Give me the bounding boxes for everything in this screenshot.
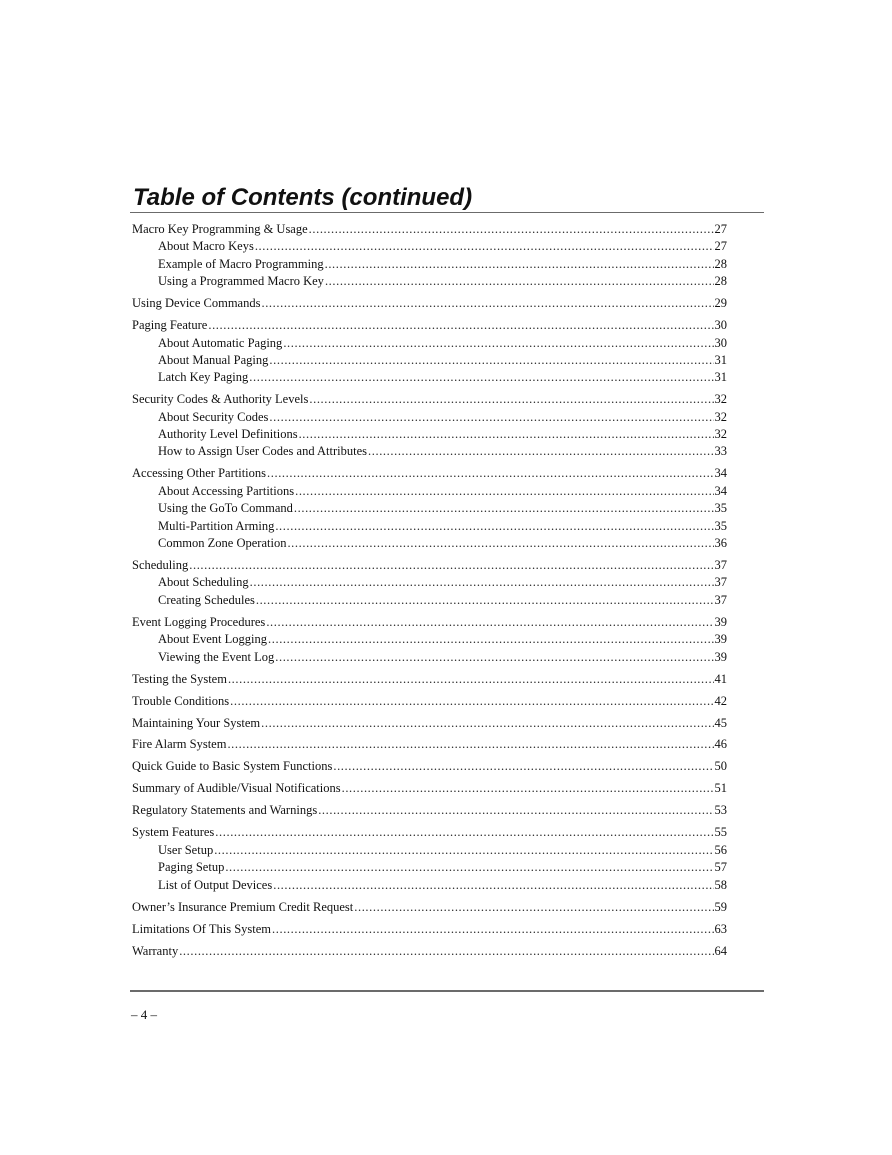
dot-leader [215,824,713,841]
dot-leader [189,557,713,574]
toc-subentry [132,500,727,517]
dot-leader [228,671,714,688]
toc-subentry [132,518,727,535]
page-title: Table of Contents (continued) [133,184,473,211]
toc-entry-label: Common Zone Operation [158,536,287,551]
toc-entry-label: Using the GoTo Command [158,501,293,516]
toc-entry-page: 51 [714,781,727,796]
toc-entry-page: 36 [714,536,727,551]
toc-entry-label: Viewing the Event Log [158,649,275,664]
toc-entry-label: Paging Feature [132,318,208,333]
toc-entry-label: Paging Setup [158,860,225,875]
dot-leader [275,649,713,666]
toc-entry-label: Latch Key Paging [158,370,249,385]
dot-leader [333,758,713,775]
dot-leader [269,409,713,426]
toc-entry-page: 28 [714,256,727,271]
toc-entry-label: Owner’s Insurance Premium Credit Request [132,899,354,914]
toc-entry-label: Maintaining Your System [132,715,261,730]
title-rule [130,212,764,213]
dot-leader [318,802,713,819]
dot-leader [275,518,713,535]
toc-entry-label: Trouble Conditions [132,693,230,708]
toc-entry-page: 35 [714,518,727,533]
toc-entry-page: 53 [714,803,727,818]
toc-entry-label: About Scheduling [158,575,249,590]
toc-subentry [132,842,727,859]
toc-entry [132,391,727,408]
toc-entry-page: 50 [714,759,727,774]
toc-entry [132,557,727,574]
toc-subentry [132,574,727,591]
toc-subentry [132,369,727,386]
toc-entry-page: 27 [714,222,727,236]
toc-entry-label: Event Logging Procedures [132,614,266,629]
toc-entry-page: 37 [714,575,727,590]
toc-entry-label: About Accessing Partitions [158,483,295,498]
toc-entry-label: Warranty [132,943,179,958]
page-number: – 4 – [131,1007,157,1022]
dot-leader [266,614,713,631]
toc-entry [132,465,727,482]
toc-subentry [132,535,727,552]
dot-leader [287,535,713,552]
toc-entry-page: 39 [714,614,727,629]
toc-entry-page: 42 [714,693,727,708]
toc-entry-label: Security Codes & Authority Levels [132,392,309,407]
dot-leader [250,574,714,591]
toc-subentry [132,649,727,666]
toc-entry-label: About Macro Keys [158,239,254,254]
dot-leader [256,592,714,609]
toc-entry [132,693,727,710]
toc-entry-label: List of Output Devices [158,877,273,892]
dot-leader [325,256,714,273]
toc-subentry [132,483,727,500]
toc-entry [132,921,727,938]
toc-subentry [132,273,727,290]
dot-leader [309,391,713,408]
toc-entry-page: 31 [714,370,727,385]
toc-entry [132,824,727,841]
toc-entry-page: 55 [714,825,727,840]
toc-entry-page: 59 [714,899,727,914]
toc-entry-label: Testing the System [132,671,227,686]
dot-leader [354,899,713,916]
dot-leader [299,426,714,443]
toc-entry-page: 29 [714,296,727,311]
toc-entry [132,943,727,960]
toc-entry-page: 63 [714,921,727,936]
toc-entry [132,317,727,334]
toc-entry-page: 56 [714,842,727,857]
toc-subentry [132,592,727,609]
toc-subentry [132,877,727,894]
dot-leader [272,921,713,938]
toc-entry-label: Limitations Of This System [132,921,272,936]
toc-entry-page: 35 [714,501,727,516]
toc-list [132,221,727,960]
footer-rule [130,990,764,992]
toc-entry-label: Authority Level Definitions [158,427,298,442]
toc-entry-page: 37 [714,592,727,607]
toc-entry-page: 37 [714,558,727,572]
dot-leader [255,238,714,255]
toc-entry-page: 30 [714,318,727,333]
dot-leader [227,736,713,753]
toc-entry-label: Regulatory Statements and Warnings [132,803,318,818]
dot-leader [295,483,713,500]
toc-subentry [132,631,727,648]
toc-entry [132,715,727,732]
toc-entry-page: 46 [714,737,727,752]
toc-entry-label: Using Device Commands [132,296,261,311]
toc-entry-label: Scheduling [132,558,189,572]
dot-leader [225,859,713,876]
toc-subentry [132,335,727,352]
dot-leader [309,221,714,238]
toc-entry [132,780,727,797]
toc-entry-label: Using a Programmed Macro Key [158,274,324,289]
toc-entry-label: Accessing Other Partitions [132,466,267,481]
toc-entry [132,802,727,819]
dot-leader [294,500,714,517]
toc-subentry [132,859,727,876]
toc-entry-label: Example of Macro Programming [158,256,324,271]
toc-entry-label: Quick Guide to Basic System Functions [132,759,333,774]
dot-leader [249,369,713,386]
toc-entry [132,295,727,312]
toc-entry-page: 32 [714,427,727,442]
toc-entry [132,614,727,631]
toc-entry-label: About Security Codes [158,409,269,424]
toc-entry [132,899,727,916]
toc-entry [132,758,727,775]
dot-leader [179,943,713,960]
toc-entry-label: Macro Key Programming & Usage [132,222,308,236]
dot-leader [342,780,714,797]
toc-entry-page: 64 [714,943,727,958]
dot-leader [325,273,714,290]
toc-entry-page: 57 [714,860,727,875]
toc-entry-page: 31 [714,352,727,367]
dot-leader [368,443,713,460]
toc-entry-page: 30 [714,335,727,350]
toc-entry-label: Creating Schedules [158,592,255,607]
toc-subentry [132,409,727,426]
toc-entry-label: Multi-Partition Arming [158,518,275,533]
toc-entry-page: 32 [714,409,727,424]
toc-entry-label: Summary of Audible/Visual Notifications [132,781,341,796]
toc-entry-page: 34 [714,466,727,481]
dot-leader [267,465,713,482]
dot-leader [214,842,713,859]
dot-leader [261,715,713,732]
toc-entry-page: 27 [714,239,727,254]
toc-subentry [132,443,727,460]
toc-subentry [132,238,727,255]
toc-entry-page: 41 [714,671,727,686]
dot-leader [268,631,713,648]
toc-entry-label: About Automatic Paging [158,335,283,350]
toc-entry-page: 39 [714,632,727,647]
toc-entry [132,736,727,753]
toc-entry-label: Fire Alarm System [132,737,227,752]
toc-entry-page: 45 [714,715,727,730]
toc-entry-page: 39 [714,649,727,664]
dot-leader [273,877,713,894]
toc-subentry [132,256,727,273]
toc-entry-page: 58 [714,877,727,892]
dot-leader [230,693,713,710]
toc-entry [132,221,727,238]
dot-leader [269,352,713,369]
dot-leader [208,317,713,334]
dot-leader [261,295,713,312]
toc-entry-label: About Event Logging [158,632,268,647]
dot-leader [283,335,713,352]
toc-entry-page: 32 [714,392,727,407]
toc-entry-page: 33 [714,444,727,459]
toc-entry [132,671,727,688]
toc-entry-label: About Manual Paging [158,352,269,367]
toc-entry-label: System Features [132,825,215,840]
toc-entry-page: 28 [714,274,727,289]
toc-subentry [132,352,727,369]
toc-subentry [132,426,727,443]
toc-entry-page: 34 [714,483,727,498]
toc-entry-label: How to Assign User Codes and Attributes [158,444,368,459]
toc-entry-label: User Setup [158,842,214,857]
